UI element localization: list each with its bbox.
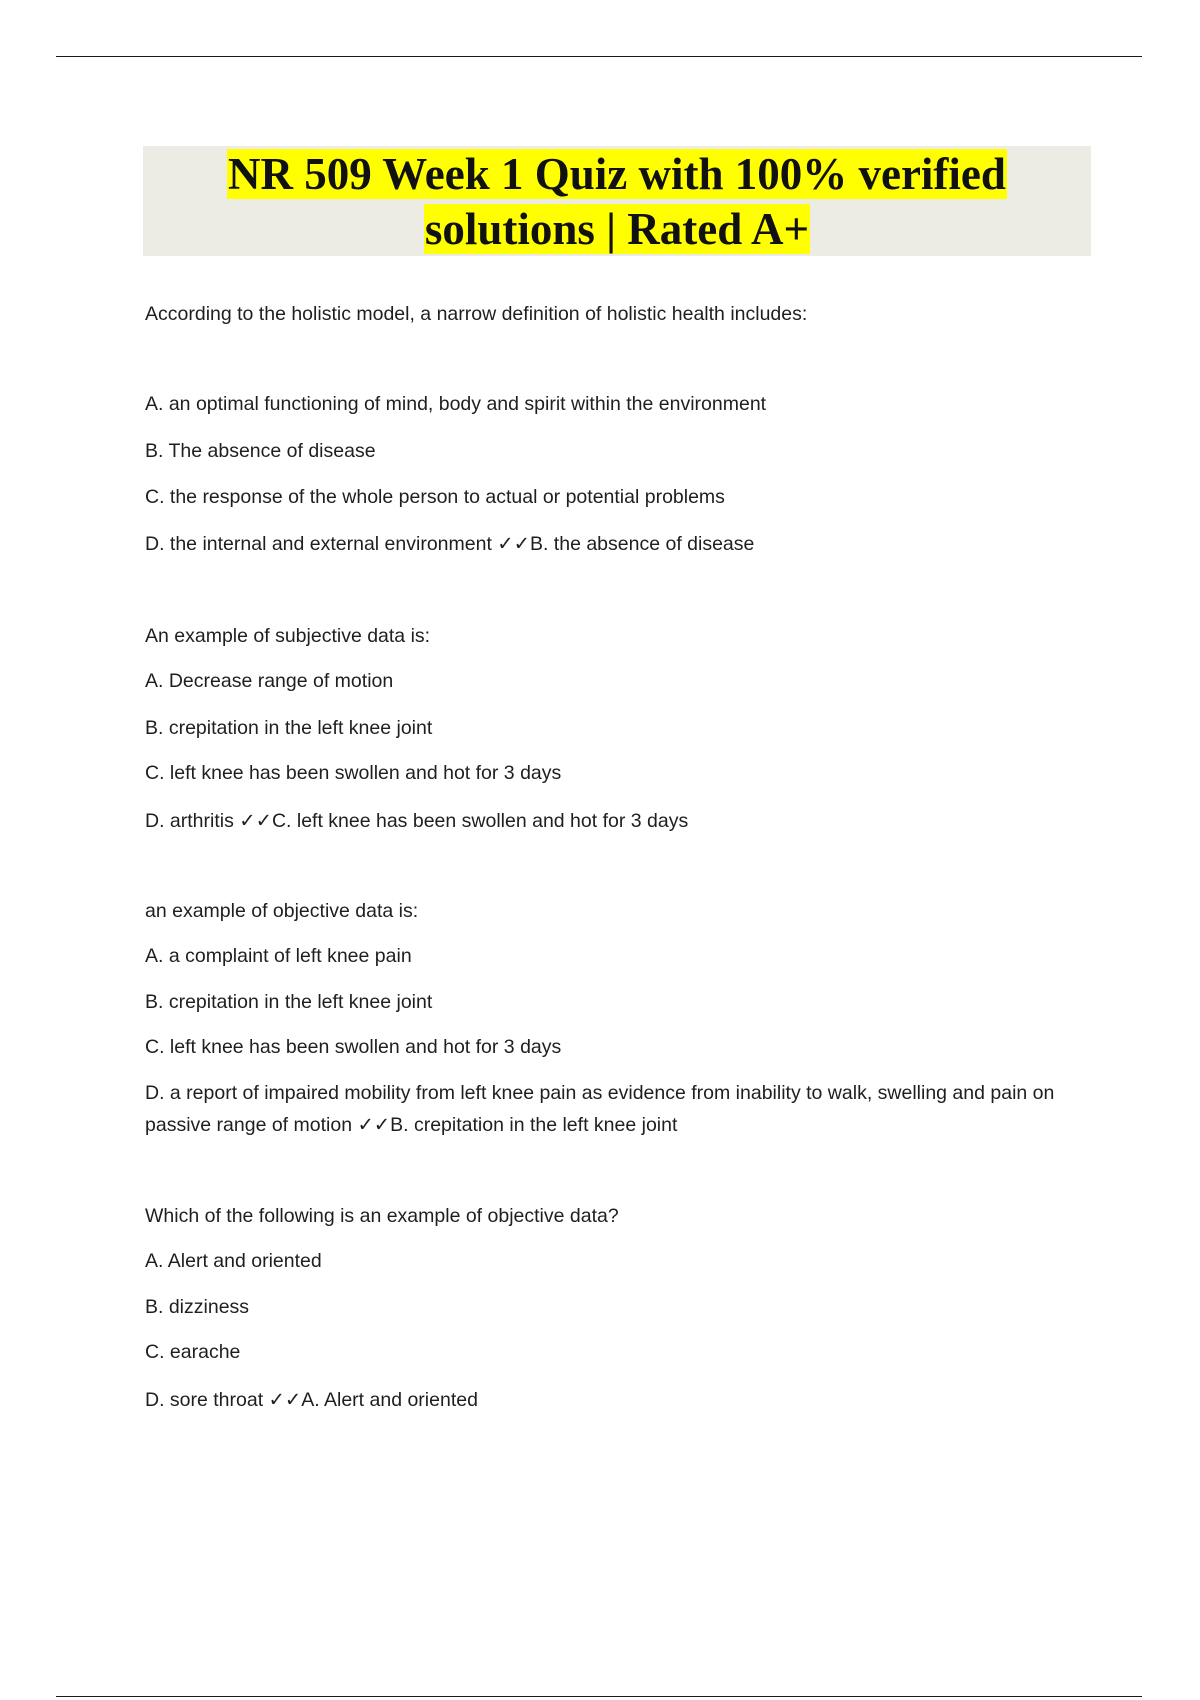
question-2-option-b: B. crepitation in the left knee joint — [145, 717, 433, 739]
title-line-1: NR 509 Week 1 Quiz with 100% verified — [228, 149, 1006, 199]
top-divider — [56, 56, 1142, 57]
question-2-option-c: C. left knee has been swollen and hot for 3 days — [145, 762, 562, 784]
question-3-option-b: B. crepitation in the left knee joint — [145, 991, 433, 1013]
title-line-2: solutions | Rated A+ — [424, 204, 810, 254]
question-4-option-c: C. earache — [145, 1341, 241, 1363]
document-title — [143, 146, 1091, 257]
question-4-option-d-answer: D. sore throat ✓✓A. Alert and oriented — [145, 1389, 478, 1411]
bottom-divider — [56, 1696, 1142, 1697]
question-3-option-a: A. a complaint of left knee pain — [145, 945, 412, 967]
question-4-prompt: Which of the following is an example of objective data? — [145, 1205, 619, 1227]
question-4-option-b: B. dizziness — [145, 1296, 250, 1318]
question-2-option-a: A. Decrease range of motion — [145, 670, 394, 692]
question-1-prompt: According to the holistic model, a narrow definition of holistic health includes: — [145, 303, 808, 325]
question-3-option-d-answer: D. a report of impaired mobility from left knee pain as evidence from inability to walk, swelling and pain on passive range of motion ✓✓B. crepitation in the left knee joint — [145, 1082, 1055, 1136]
question-2-prompt: An example of subjective data is: — [145, 625, 431, 647]
document-title-block — [143, 146, 1091, 256]
question-1-option-d-answer: D. the internal and external environment ✓✓B. the absence of disease — [145, 533, 755, 555]
question-3-prompt: an example of objective data is: — [145, 900, 419, 922]
question-3-option-c: C. left knee has been swollen and hot for 3 days — [145, 1036, 562, 1058]
question-1-option-c: C. the response of the whole person to actual or potential problems — [145, 486, 725, 508]
question-4-option-a: A. Alert and oriented — [145, 1250, 322, 1272]
question-1-option-b: B. The absence of disease — [145, 440, 376, 462]
question-1-option-a: A. an optimal functioning of mind, body and spirit within the environment — [145, 393, 767, 415]
question-2-option-d-answer: D. arthritis ✓✓C. left knee has been swollen and hot for 3 days — [145, 810, 689, 832]
